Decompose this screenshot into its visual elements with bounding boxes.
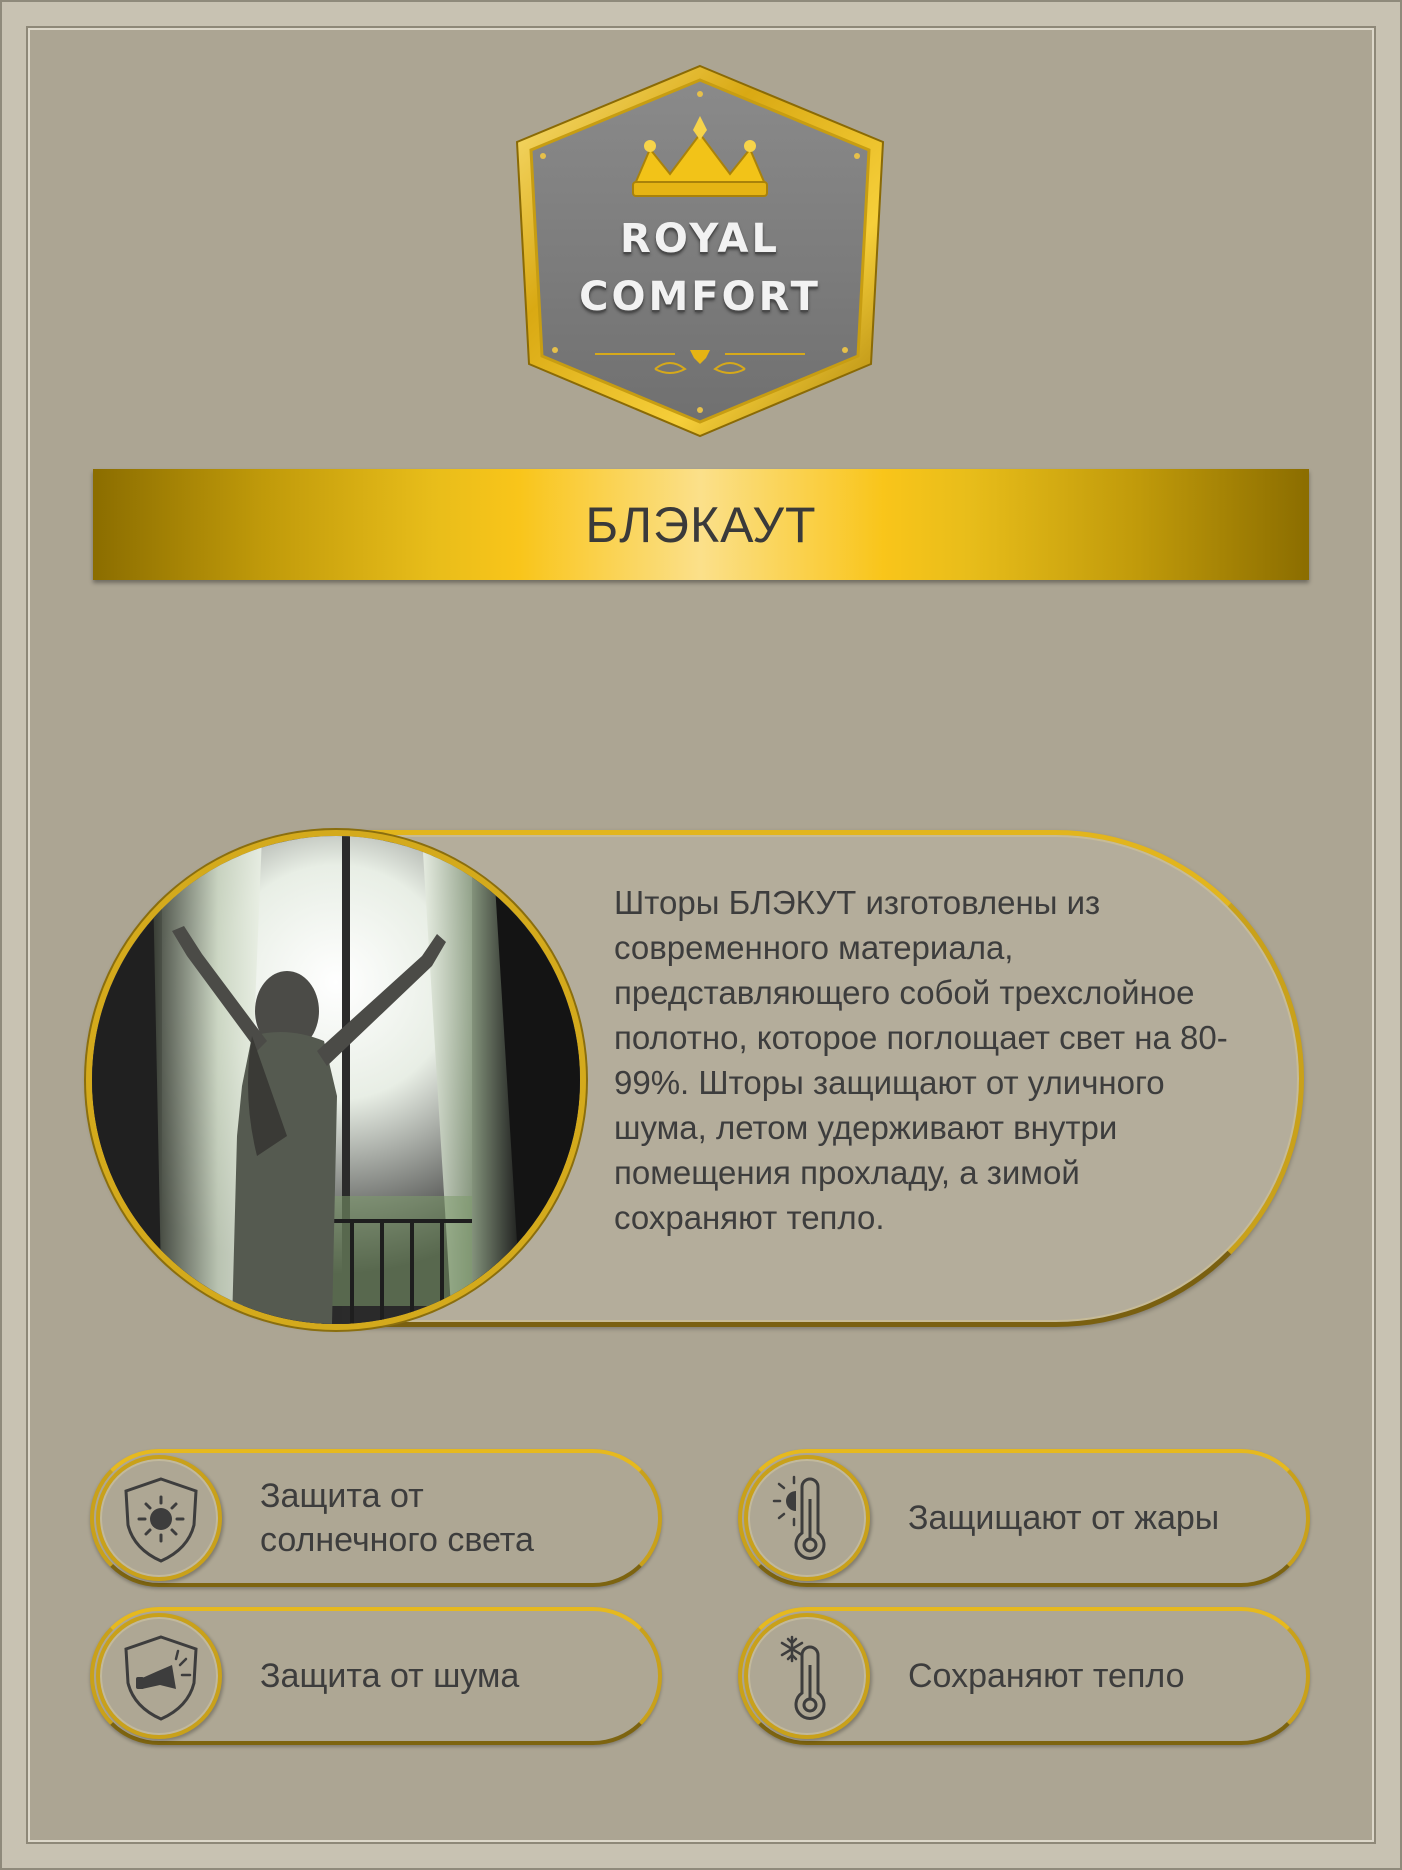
feature-icon-circle [744, 1613, 870, 1739]
thermometer-snowflake-icon [766, 1631, 852, 1723]
feature-icon-circle [744, 1455, 870, 1581]
sun-shield-icon [118, 1473, 204, 1565]
page-title: БЛЭКАУТ [585, 496, 817, 553]
feature-noise-protection [90, 1607, 662, 1745]
window-photo [86, 830, 586, 1330]
brand-logo [515, 64, 885, 439]
description-text: Шторы БЛЭКУТ изготовлены из современного материала, представляющего собой трехслойное полотно, которое поглощает свет на 80-99%. Шторы защищают от уличного шума, летом удерживают внутри помещения прохладу, а зимой сохраняют тепло. [614, 884, 1228, 1236]
feature-label: Защита от солнечного света [260, 1477, 534, 1559]
feature-label: Защищают от жары [908, 1499, 1220, 1537]
feature-keep-warm [738, 1607, 1310, 1745]
feature-icon-circle [96, 1613, 222, 1739]
thermometer-sun-icon [766, 1473, 852, 1565]
feature-sun-protection [90, 1449, 662, 1587]
logo-title-comfort: COMFORT [579, 274, 821, 320]
logo-title-royal: ROYAL [620, 216, 780, 262]
feature-label: Сохраняют тепло [908, 1657, 1185, 1695]
megaphone-shield-icon [118, 1631, 204, 1723]
feature-icon-circle [96, 1455, 222, 1581]
feature-label: Защита от шума [260, 1657, 520, 1695]
feature-heat-protection [738, 1449, 1310, 1587]
title-banner [93, 469, 1309, 580]
